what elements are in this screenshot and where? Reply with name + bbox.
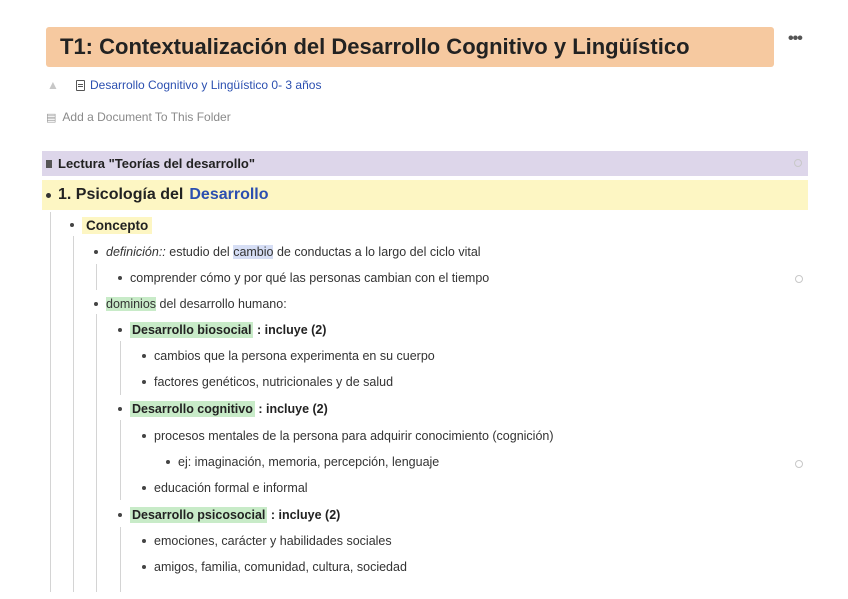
biosocial-suffix: : incluye (2) bbox=[253, 323, 327, 337]
definicion-pre: estudio del bbox=[165, 245, 234, 259]
bullet-icon bbox=[142, 565, 146, 569]
indent-guide bbox=[120, 527, 121, 592]
bullet-icon bbox=[142, 434, 146, 438]
heading-highlight[interactable]: Desarrollo bbox=[189, 186, 269, 203]
add-document-link[interactable]: Add a Document To This Folder bbox=[62, 110, 231, 124]
lectura-row[interactable] bbox=[42, 151, 808, 176]
breadcrumb bbox=[46, 76, 321, 94]
bullet-icon bbox=[70, 223, 74, 227]
bullet-icon bbox=[142, 354, 146, 358]
indent-guide bbox=[73, 236, 74, 592]
definicion-label: definición:: bbox=[106, 245, 166, 259]
bullet-icon bbox=[118, 276, 122, 280]
concepto-label: Concepto bbox=[82, 217, 152, 234]
dominios-highlight[interactable]: dominios bbox=[106, 297, 157, 311]
bullet-icon bbox=[142, 380, 146, 384]
list-item-text: educación formal e informal bbox=[154, 481, 308, 495]
bullet-icon bbox=[166, 460, 170, 464]
page-title: T1: Contextualización del Desarrollo Cognitivo y Lingüístico bbox=[60, 34, 690, 59]
list-item[interactable] bbox=[166, 451, 439, 473]
cognitivo-tag[interactable]: Desarrollo cognitivo bbox=[132, 402, 253, 416]
bullet-icon bbox=[142, 486, 146, 490]
heading-row[interactable] bbox=[42, 180, 808, 210]
list-item[interactable] bbox=[118, 267, 489, 289]
bullet-icon bbox=[46, 193, 51, 198]
more-options-icon[interactable]: ••• bbox=[788, 30, 802, 47]
up-arrow-icon[interactable]: ▲ bbox=[47, 78, 59, 92]
list-item-psicosocial[interactable] bbox=[118, 504, 340, 526]
list-item-text: emociones, carácter y habilidades sociales bbox=[154, 534, 392, 548]
definicion-post: de conductas a lo largo del ciclo vital bbox=[273, 245, 481, 259]
add-document-row[interactable] bbox=[46, 108, 231, 126]
list-item-cognitivo[interactable] bbox=[118, 398, 328, 420]
indent-guide bbox=[50, 212, 51, 592]
indent-guide bbox=[120, 341, 121, 395]
list-item[interactable] bbox=[142, 371, 393, 393]
settings-dot-icon[interactable] bbox=[795, 460, 803, 468]
cambio-highlight[interactable]: cambio bbox=[233, 245, 274, 259]
list-item-biosocial[interactable] bbox=[118, 319, 326, 341]
list-item-text: factores genéticos, nutricionales y de salud bbox=[154, 375, 394, 389]
list-item[interactable] bbox=[142, 530, 392, 552]
list-item-definicion[interactable] bbox=[94, 241, 481, 263]
bullet-icon bbox=[118, 328, 122, 332]
add-document-icon: ▤ bbox=[46, 111, 57, 124]
indent-guide bbox=[96, 314, 97, 592]
dominios-rest: del desarrollo humano: bbox=[156, 297, 287, 311]
list-item[interactable] bbox=[142, 425, 554, 447]
psicosocial-tag[interactable]: Desarrollo psicosocial bbox=[132, 508, 266, 522]
list-item[interactable] bbox=[142, 345, 435, 367]
bullet-icon bbox=[142, 539, 146, 543]
indent-guide bbox=[120, 420, 121, 500]
list-item-text: comprender cómo y por qué las personas cambian con el tiempo bbox=[130, 271, 490, 285]
bullet-icon bbox=[94, 302, 98, 306]
list-item[interactable] bbox=[142, 556, 407, 578]
bullet-icon bbox=[94, 250, 98, 254]
bullet-icon bbox=[118, 407, 122, 411]
heading-prefix: 1. Psicología del bbox=[58, 186, 184, 203]
cognitivo-suffix: : incluye (2) bbox=[254, 402, 328, 416]
list-item-dominios[interactable] bbox=[94, 293, 287, 315]
biosocial-tag[interactable]: Desarrollo biosocial bbox=[132, 323, 252, 337]
settings-dot-icon[interactable] bbox=[795, 275, 803, 283]
lectura-label: Lectura "Teorías del desarrollo" bbox=[58, 156, 256, 171]
list-item[interactable] bbox=[142, 477, 308, 499]
list-item-text: amigos, familia, comunidad, cultura, sociedad bbox=[154, 560, 407, 574]
document-icon bbox=[46, 160, 52, 168]
indent-guide bbox=[96, 264, 97, 290]
document-icon bbox=[76, 80, 85, 91]
list-item-text: cambios que la persona experimenta en su cuerpo bbox=[154, 349, 435, 363]
bullet-icon bbox=[118, 513, 122, 517]
list-item-text: ej: imaginación, memoria, percepción, lenguaje bbox=[178, 455, 440, 469]
settings-dot-icon[interactable] bbox=[794, 159, 802, 167]
document-link[interactable]: Desarrollo Cognitivo y Lingüístico 0- 3 años bbox=[90, 78, 322, 92]
list-item-text: procesos mentales de la persona para adquirir conocimiento (cognición) bbox=[154, 429, 554, 443]
psicosocial-suffix: : incluye (2) bbox=[267, 508, 341, 522]
list-item-concepto[interactable] bbox=[70, 214, 152, 236]
page-title-bar bbox=[46, 27, 774, 67]
